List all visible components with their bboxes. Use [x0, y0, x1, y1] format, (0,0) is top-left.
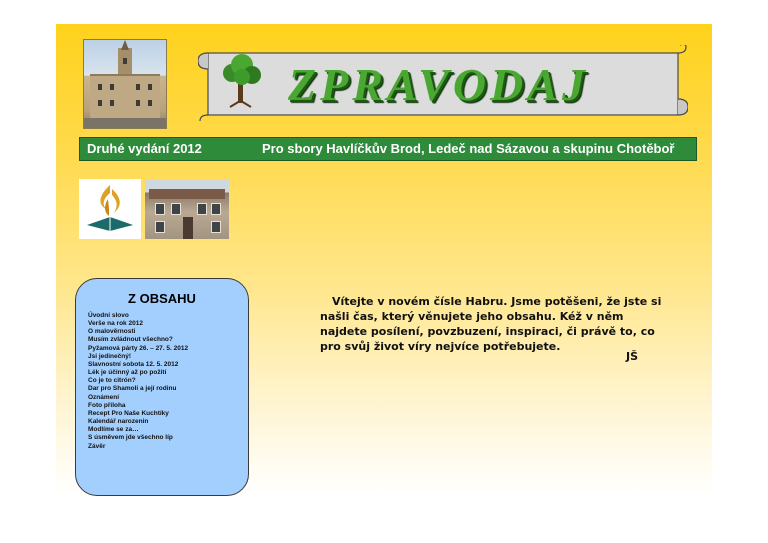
newsletter-title: ZPRAVODAJ: [288, 59, 589, 110]
list-item: S úsměvem jde všechno líp: [88, 434, 173, 442]
welcome-text: Vítejte v novém čísle Habru. Jsme potěšeni, že jste si našli čas, který věnujete jeho obsahu. Kéž v něm najdete posílení, povzbuzení, inspiraci, či právě to, co pro svůj život víry nejvíce potřebujete.: [320, 295, 662, 353]
list-item: Lék je účinný až po požití: [88, 369, 167, 377]
church-building-photo: [145, 179, 229, 239]
list-item: Závěr: [88, 442, 106, 450]
list-item: Slavnostní sobota 12. 5. 2012: [88, 360, 179, 368]
list-item: Pyžamová párty 26. – 27. 5. 2012: [88, 344, 189, 352]
table-of-contents: [75, 278, 249, 496]
edition-label: Druhé vydání 2012: [87, 141, 202, 156]
toc-heading: Z OBSAHU: [128, 291, 196, 306]
signature: JŠ: [626, 350, 639, 363]
toc-list: [88, 312, 188, 451]
list-item: Úvodní slovo: [88, 312, 129, 319]
welcome-message: [320, 294, 665, 354]
list-item: Jsi jedinečný!: [88, 352, 131, 360]
subtitle-label: Pro sbory Havlíčkův Brod, Ledeč nad Sázavou a skupinu Chotěboř: [262, 141, 675, 156]
list-item: Musím zvládnout všechno?: [88, 336, 173, 344]
list-item: Recept Pro Naše Kuchtíky: [88, 409, 169, 417]
list-item: Dar pro Shamoli a její rodinu: [88, 385, 177, 393]
list-item: Co je to citrón?: [88, 377, 136, 385]
list-item: Verše na rok 2012: [88, 320, 143, 328]
church-logo-icon: [79, 179, 141, 239]
list-item: Foto příloha: [88, 401, 126, 409]
list-item: Kalendář narozenin: [88, 418, 149, 426]
list-item: O malověrnosti: [88, 328, 136, 336]
town-hall-photo: [83, 39, 167, 129]
list-item: Modlíme se za…: [88, 426, 139, 434]
list-item: Oznámení: [88, 393, 120, 401]
header-bar: [79, 137, 697, 161]
